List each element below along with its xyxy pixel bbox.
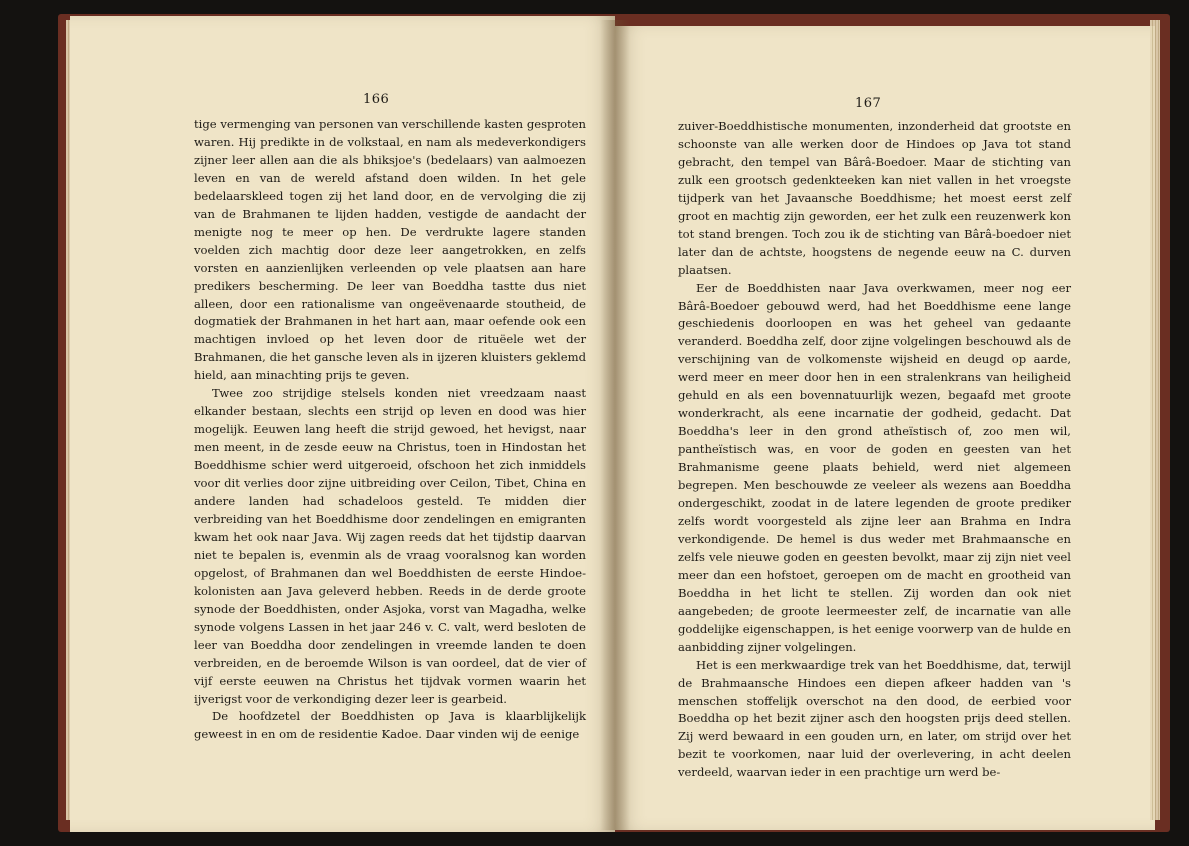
paragraph: Twee zoo strijdige stelsels konden niet vreedzaam naast elkander bestaan, slechts een strijd op leven en dood was hier mogelijk. Eeuwen lang heeft die strijd gewoed, het hevigst, naar men meent, in de zesde eeuw na Christus, toen in Hindostan het Boeddhisme schier werd uitgeroeid, ofschoon het zich inmiddels voor dit verlies door zijne uitbreiding over Ceilon, Tibet, China en andere landen had schadeloos gesteld. Te midden dier verbreiding van het Boeddhisme door zendelingen en emigranten kwam het ook naar Java. Wij zagen reeds dat het tijdstip daarvan niet te bepalen is, evenmin als de vraag vooralsnog kan worden opgelost, of Brahmanen dan wel Boeddhisten de eerste Hindoe-kolonisten aan Java geleverd hebben. Reeds in de derde groote synode der Boeddhisten, onder Asjoka, vorst van Magadha, welke synode volgens Lassen in het jaar 246 v. C. valt, werd besloten de leer van Boeddha door zendelingen in vreemde landen te doen verbreiden, en de beroemde Wilson is van oordeel, dat de vier of vijf eerste eeuwen na Christus het tijdvak vormen waarin het ijverigst voor de verkondiging dezer leer is gearbeid. [194, 386, 586, 706]
left-page [70, 16, 615, 832]
page-edges-right [1150, 20, 1160, 820]
paragraph: Eer de Boeddhisten naar Java overkwamen, meer nog eer Bârâ-Boedoer gebouwd werd, had het Boeddhisme eene lange geschiedenis doorloopen en was het geheel van gedaante veranderd. Boeddha zelf, door zijne volgelingen beschouwd als de verschijning van de volkomenste wijsheid en deugd op aarde, werd meer en meer door hen in een stralenkrans van heiligheid gehuld en als een bovennatuurlijk wezen, begaafd met groote wonderkracht, als eene incarnatie der godheid, gedacht. Dat Boeddha's leer in den grond atheïstisch of, zoo men wil, pantheïstisch was, en voor de goden en geesten van het Brahmanisme geene plaats behield, werd niet algemeen begrepen. Men beschouwde ze veeleer als wezens aan Boeddha ondergeschikt, zoodat in de latere legenden de groote prediker zelfs wordt voorgesteld als zijne leer aan Brahma en Indra verkondigende. De hemel is dus weder met Brahmaansche en zelfs vele nieuwe goden en geesten bevolkt, maar zij zijn niet veel meer dan een hofstoet, geroepen om de macht en grootheid van Boeddha in het licht te stellen. Zij worden dan ook niet aangebeden; de groote leermeester zelf, de incarnatie van alle goddelijke eigenschappen, is het eenige voorwerp van de hulde en aanbidding zijner volgelingen. [678, 280, 1071, 654]
page-text [678, 118, 1071, 782]
paragraph: De hoofdzetel der Boeddhisten op Java is klaarblijkelijk geweest in en om de residentie Kadoe. Daar vinden wij de eenige [194, 709, 586, 742]
paragraph: zuiver-Boeddhistische monumenten, inzonderheid dat grootste en schoonste van alle werken door de Hindoes op Java tot stand gebracht, den tempel van Bârâ-Boedoer. Maar de stichting van zulk een grootsch gedenkteeken kan niet vallen in het vroegste tijdperk van het Javaansche Boeddhisme; het moest eerst zelf groot en machtig zijn geworden, eer het zulk een reuzenwerk kon tot stand brengen. Toch zou ik de stichting van Bârâ-boedoer niet later dan de achtste, hoogstens de negende eeuw na C. durven plaatsen. [678, 119, 1071, 277]
paragraph: tige vermenging van personen van verschillende kasten gesproten waren. Hij predikte in de volkstaal, en nam als medeverkondigers zijner leer allen aan die als bhiksjoe's (bedelaars) van aalmoezen leven en van de wereld afstand doen wilden. In het gele bedelaarskleed togen zij het land door, en de vervolging die zij van de Brahmanen te lijden hadden, vestigde de aandacht der menigte nog te meer op hen. De verdrukte lagere standen voelden zich machtig door deze leer aangetrokken, en zelfs vorsten en aanzienlijken verleenden op vele plaatsen aan hare predikers bescherming. De leer van Boeddha tastte dus niet alleen, door een rationalisme van ongeëvenaarde stoutheid, de dogmatiek der Brahmanen in het hart aan, maar oefende ook een machtigen invloed op het leven door de rituëele wet der Brahmanen, die het gansche leven als in ijzeren kluisters geklemd hield, aan minachting prijs te geven. [194, 117, 586, 383]
right-page [615, 26, 1155, 830]
page-text [194, 116, 586, 744]
page-number: 167 [855, 96, 882, 111]
page-number: 166 [363, 92, 390, 107]
book-gutter [600, 20, 630, 830]
paragraph: Het is een merkwaardige trek van het Boeddhisme, dat, terwijl de Brahmaansche Hindoes een diepen afkeer hadden van 's menschen stoffelijk overschot na den dood, de eerbied voor Boeddha op het bezit zijner asch den hoogsten prijs deed stellen. Zij werd bewaard in een gouden urn, en later, om strijd over het bezit te voorkomen, naar luid der overlevering, in acht deelen verdeeld, waarvan ieder in een prachtige urn werd be- [678, 657, 1071, 780]
